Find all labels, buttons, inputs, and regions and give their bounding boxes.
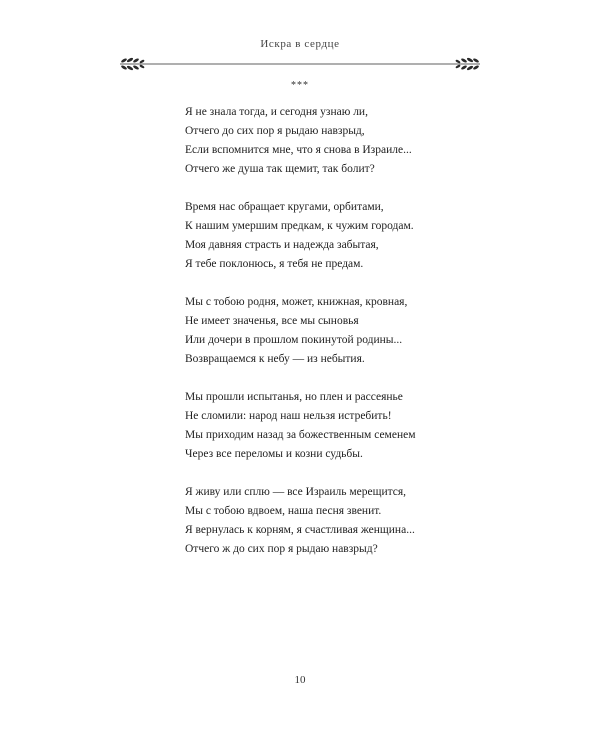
poem-line: Я вернулась к корням, я счастливая женщина... — [185, 524, 415, 536]
poem-line: Если вспомнится мне, что я снова в Израиле... — [185, 144, 412, 156]
poem-line: Или дочери в прошлом покинутой родины... — [185, 334, 403, 346]
stanza-4 — [185, 388, 485, 464]
page-number: 10 — [294, 674, 306, 686]
stanza-2 — [185, 198, 485, 274]
poem-line: Не сломили: народ наш нельзя истребить! — [185, 410, 392, 422]
poem-line: Возвращаемся к небу — из небытия. — [185, 353, 365, 365]
poem-line: Мы прошли испытанья, но плен и рассеянье — [185, 391, 403, 403]
poem-line: Мы приходим назад за божественным семенем — [185, 429, 416, 441]
stanza-3 — [185, 293, 485, 369]
poem-separator: *** — [291, 80, 309, 91]
poem-line: Через все переломы и козни судьбы. — [185, 448, 363, 460]
stanza-1 — [185, 103, 485, 179]
poem-line: Моя давняя страсть и надежда забытая, — [185, 239, 379, 251]
poem-line: Отчего ж до сих пор я рыдаю навзрыд? — [185, 543, 378, 555]
header-rule — [118, 55, 482, 73]
laurel-branch-icon — [120, 57, 148, 71]
poem-line: Я живу или сплю — все Израиль мерещится, — [185, 486, 407, 498]
poem-line: Я не знала тогда, и сегодня узнаю ли, — [185, 106, 368, 118]
poem-line: Отчего же душа так щемит, так болит? — [185, 163, 375, 175]
poem-line: Мы с тобою вдвоем, наша песня звенит. — [185, 505, 382, 517]
poem-line: Я тебе поклонюсь, я тебя не предам. — [185, 258, 364, 270]
header-title: Искра в сердце — [260, 38, 340, 50]
running-header — [118, 36, 482, 76]
stanza-5 — [185, 483, 485, 559]
poem-line: Отчего до сих пор я рыдаю навзрыд, — [185, 125, 365, 137]
poem-line: К нашим умершим предкам, к чужим городам. — [185, 220, 414, 232]
laurel-branch-icon-right — [452, 57, 480, 71]
poem-line: Время нас обращает кругами, орбитами, — [185, 201, 384, 213]
poem-body — [185, 103, 485, 578]
poem-line: Мы с тобою родня, может, книжная, кровная, — [185, 296, 408, 308]
poem-line: Не имеет значенья, все мы сыновья — [185, 315, 359, 327]
